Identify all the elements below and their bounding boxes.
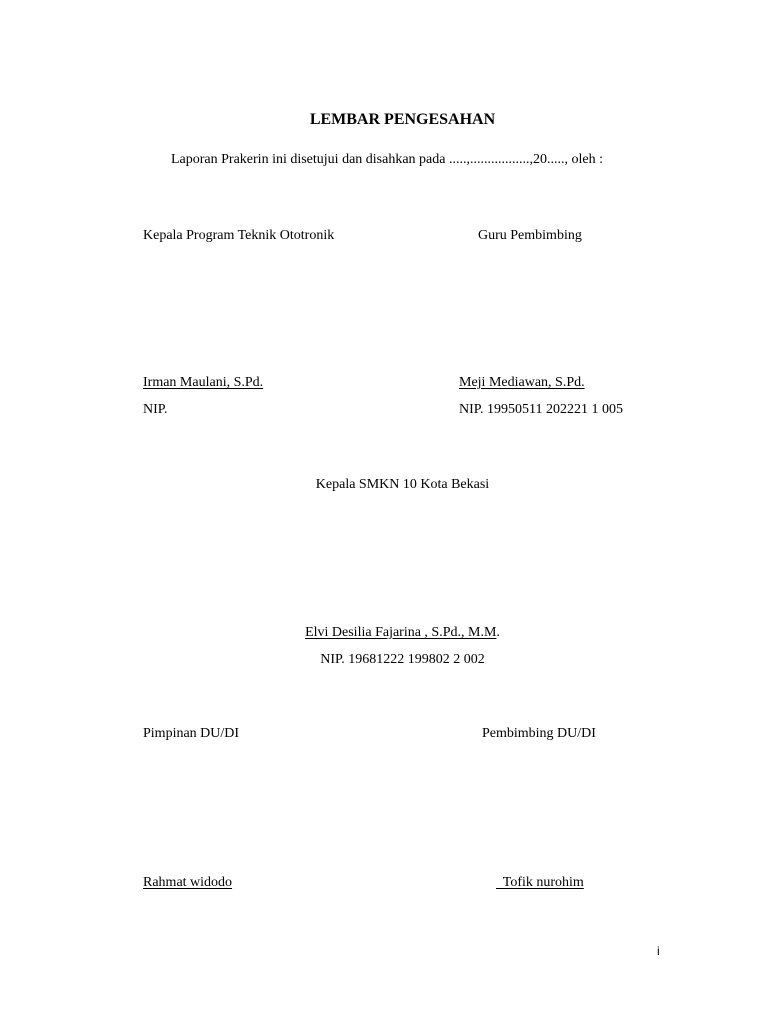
intro-text: Laporan Prakerin ini disetujui dan disahkan pada .....,.................,20....., oleh :	[171, 152, 603, 167]
kepsek-name: Elvi Desilia Fajarina , S.Pd., M.M	[305, 625, 497, 640]
pimpinan-dudi-role: Pimpinan DU/DI	[143, 726, 240, 741]
kaprog-role: Kepala Program Teknik Ototronik	[143, 228, 335, 243]
kepsek-nip: NIP. 19681222 199802 2 002	[320, 652, 485, 667]
page-number: i	[657, 944, 660, 958]
guru-pembimbing-name: Meji Mediawan, S.Pd.	[459, 375, 585, 390]
kepsek-role: Kepala SMKN 10 Kota Bekasi	[315, 477, 490, 492]
kaprog-name: Irman Maulani, S.Pd.	[143, 375, 264, 390]
guru-pembimbing-nip: NIP. 19950511 202221 1 005	[459, 402, 623, 417]
kepsek-name-line	[0, 626, 768, 640]
page-title: LEMBAR PENGESAHAN	[309, 111, 496, 128]
pembimbing-dudi-role: Pembimbing DU/DI	[482, 726, 596, 741]
pimpinan-dudi-name: Rahmat widodo	[143, 875, 233, 890]
pembimbing-dudi-name: Tofik nurohim	[496, 875, 584, 890]
kepsek-name-suffix: .	[496, 625, 500, 640]
kaprog-nip: NIP.	[143, 402, 168, 417]
guru-pembimbing-role: Guru Pembimbing	[478, 228, 582, 243]
